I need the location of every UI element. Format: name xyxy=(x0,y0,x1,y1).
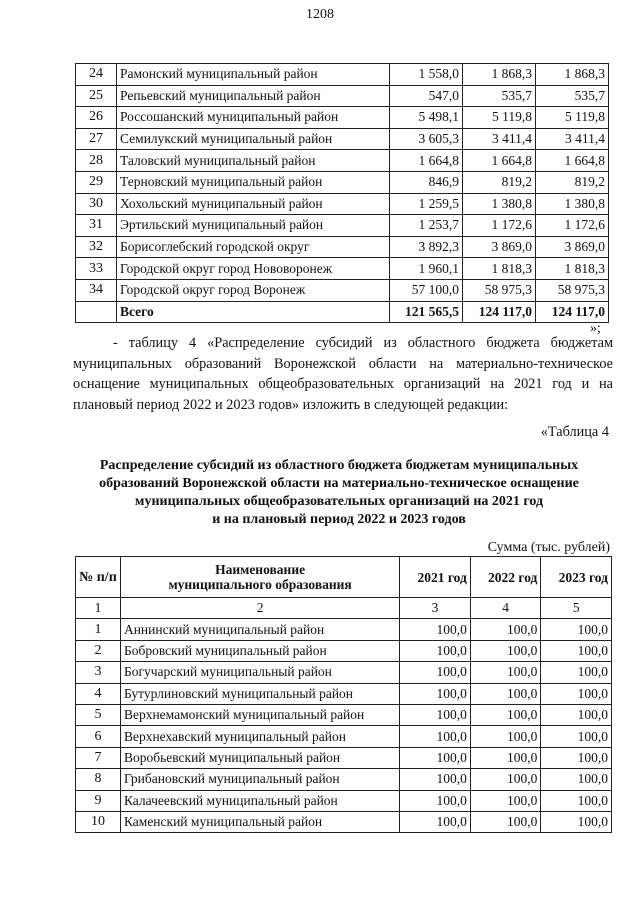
row-number: 32 xyxy=(76,236,117,258)
municipality-name: Таловский муниципальный район xyxy=(117,150,390,172)
page-number: 1208 xyxy=(306,7,334,22)
value-2021: 100,0 xyxy=(400,704,471,725)
value-2022: 100,0 xyxy=(470,683,541,704)
column-number-row xyxy=(76,598,612,619)
table-row xyxy=(76,193,609,215)
subsidy-table-4 xyxy=(75,556,612,833)
row-number: 33 xyxy=(76,258,117,280)
table-title-line: образований Воронежской области на материально-техническое оснащение xyxy=(99,476,579,491)
value-2023: 1 818,3 xyxy=(536,258,609,280)
value-2023: 100,0 xyxy=(541,726,612,747)
value-2023: 100,0 xyxy=(541,790,612,811)
value-2021: 846,9 xyxy=(390,171,463,193)
value-2023: 100,0 xyxy=(541,662,612,683)
value-2021: 100,0 xyxy=(400,619,471,640)
column-number: 1 xyxy=(76,598,121,619)
municipality-name: Каменский муниципальный район xyxy=(120,811,399,832)
value-2021: 100,0 xyxy=(400,726,471,747)
amendment-paragraph: - таблицу 4 «Распределение субсидий из областного бюджета бюджетам муниципальных образований Воронежской области на материально-техническое оснащение муниципальных общеобразовательных организаций на 2021 год и на плановый период 2022 и 2023 годов» изложить в следующей редакции: xyxy=(73,335,613,413)
row-number: 4 xyxy=(76,683,121,704)
value-2021: 1 960,1 xyxy=(390,258,463,280)
column-number: 4 xyxy=(470,598,541,619)
municipality-name: Верхнехавский муниципальный район xyxy=(120,726,399,747)
total-2022: 124 117,0 xyxy=(463,301,536,323)
table-row xyxy=(76,171,609,193)
value-2021: 100,0 xyxy=(400,747,471,768)
header-name xyxy=(120,557,399,598)
table-top-body xyxy=(76,64,609,323)
row-number: 9 xyxy=(76,790,121,811)
table-title xyxy=(65,457,613,529)
row-number: 28 xyxy=(76,150,117,172)
value-2021: 100,0 xyxy=(400,790,471,811)
total-2023: 124 117,0 xyxy=(536,301,609,323)
value-2023: 1 172,6 xyxy=(536,215,609,237)
value-2022: 100,0 xyxy=(470,662,541,683)
header-2021: 2021 год xyxy=(400,557,471,598)
row-number: 2 xyxy=(76,640,121,661)
value-2023: 3 869,0 xyxy=(536,236,609,258)
value-2021: 1 253,7 xyxy=(390,215,463,237)
value-2021: 1 259,5 xyxy=(390,193,463,215)
value-2023: 100,0 xyxy=(541,811,612,832)
value-2022: 5 119,8 xyxy=(463,107,536,129)
value-2022: 1 380,8 xyxy=(463,193,536,215)
value-2022: 100,0 xyxy=(470,790,541,811)
row-number: 26 xyxy=(76,107,117,129)
table-row xyxy=(76,215,609,237)
row-number: 29 xyxy=(76,171,117,193)
table-row xyxy=(76,619,612,640)
value-2022: 100,0 xyxy=(470,769,541,790)
row-number: 31 xyxy=(76,215,117,237)
municipality-name: Калачеевский муниципальный район xyxy=(120,790,399,811)
total-row xyxy=(76,301,609,323)
value-2021: 100,0 xyxy=(400,640,471,661)
column-number: 2 xyxy=(120,598,399,619)
row-number: 1 xyxy=(76,619,121,640)
table-row xyxy=(76,726,612,747)
value-2023: 535,7 xyxy=(536,85,609,107)
value-2022: 58 975,3 xyxy=(463,279,536,301)
municipality-name: Воробьевский муниципальный район xyxy=(120,747,399,768)
municipality-name: Бобровский муниципальный район xyxy=(120,640,399,661)
table-row xyxy=(76,769,612,790)
table-bottom-body xyxy=(76,598,612,833)
table-row xyxy=(76,640,612,661)
header-2022: 2022 год xyxy=(470,557,541,598)
column-number: 3 xyxy=(400,598,471,619)
subsidy-table-continued xyxy=(75,63,609,323)
column-number: 5 xyxy=(541,598,612,619)
value-2023: 819,2 xyxy=(536,171,609,193)
header-row xyxy=(76,557,612,598)
value-2023: 100,0 xyxy=(541,747,612,768)
value-2022: 100,0 xyxy=(470,747,541,768)
value-2022: 100,0 xyxy=(470,619,541,640)
municipality-name: Хохольский муниципальный район xyxy=(117,193,390,215)
municipality-name: Аннинский муниципальный район xyxy=(120,619,399,640)
municipality-name: Семилукский муниципальный район xyxy=(117,128,390,150)
row-number: 7 xyxy=(76,747,121,768)
value-2022: 3 411,4 xyxy=(463,128,536,150)
table-row xyxy=(76,747,612,768)
municipality-name: Городской округ город Нововоронеж xyxy=(117,258,390,280)
table-title-line: и на плановый период 2022 и 2023 годов xyxy=(212,512,466,527)
value-2023: 100,0 xyxy=(541,704,612,725)
table-row xyxy=(76,236,609,258)
value-2021: 5 498,1 xyxy=(390,107,463,129)
table-row xyxy=(76,704,612,725)
value-2022: 1 172,6 xyxy=(463,215,536,237)
value-2022: 1 818,3 xyxy=(463,258,536,280)
value-2023: 3 411,4 xyxy=(536,128,609,150)
value-2021: 3 892,3 xyxy=(390,236,463,258)
table-row xyxy=(76,662,612,683)
sum-units-note: Сумма (тыс. рублей) xyxy=(487,540,610,555)
municipality-name: Борисоглебский городской округ xyxy=(117,236,390,258)
table-label: «Таблица 4 xyxy=(540,424,609,440)
row-number: 10 xyxy=(76,811,121,832)
table-header xyxy=(76,557,612,598)
table-row xyxy=(76,150,609,172)
table-row xyxy=(76,85,609,107)
row-number: 25 xyxy=(76,85,117,107)
row-number: 8 xyxy=(76,769,121,790)
value-2023: 100,0 xyxy=(541,769,612,790)
value-2023: 100,0 xyxy=(541,640,612,661)
value-2021: 100,0 xyxy=(400,811,471,832)
value-2023: 1 380,8 xyxy=(536,193,609,215)
value-2021: 1 558,0 xyxy=(390,64,463,86)
header-num: № п/п xyxy=(76,557,121,598)
value-2022: 535,7 xyxy=(463,85,536,107)
table-row xyxy=(76,64,609,86)
row-number: 24 xyxy=(76,64,117,86)
municipality-name: Россошанский муниципальный район xyxy=(117,107,390,129)
row-number: 30 xyxy=(76,193,117,215)
municipality-name: Городской округ город Воронеж xyxy=(117,279,390,301)
table-row xyxy=(76,811,612,832)
value-2023: 5 119,8 xyxy=(536,107,609,129)
table-row xyxy=(76,258,609,280)
value-2021: 100,0 xyxy=(400,683,471,704)
value-2021: 100,0 xyxy=(400,662,471,683)
value-2021: 57 100,0 xyxy=(390,279,463,301)
total-2021: 121 565,5 xyxy=(390,301,463,323)
header-name-line1: Наименование xyxy=(215,562,306,577)
row-number: 5 xyxy=(76,704,121,725)
table-title-line: муниципальных общеобразовательных организаций на 2021 год xyxy=(134,494,544,509)
value-2022: 100,0 xyxy=(470,640,541,661)
value-2021: 1 664,8 xyxy=(390,150,463,172)
municipality-name: Терновский муниципальный район xyxy=(117,171,390,193)
value-2023: 100,0 xyxy=(541,683,612,704)
total-label: Всего xyxy=(117,301,390,323)
value-2022: 100,0 xyxy=(470,704,541,725)
value-2022: 819,2 xyxy=(463,171,536,193)
closing-quote: »; xyxy=(590,321,601,336)
table-row xyxy=(76,128,609,150)
table-title-line: Распределение субсидий из областного бюджета бюджетам муниципальных xyxy=(99,458,579,473)
row-number: 6 xyxy=(76,726,121,747)
value-2023: 1 868,3 xyxy=(536,64,609,86)
table-row xyxy=(76,279,609,301)
value-2022: 3 869,0 xyxy=(463,236,536,258)
value-2022: 1 664,8 xyxy=(463,150,536,172)
value-2022: 100,0 xyxy=(470,726,541,747)
table-row xyxy=(76,683,612,704)
value-2021: 3 605,3 xyxy=(390,128,463,150)
municipality-name: Верхнемамонский муниципальный район xyxy=(120,704,399,725)
header-2023: 2023 год xyxy=(541,557,612,598)
header-name-line2: муниципального образования xyxy=(168,577,352,592)
municipality-name: Эртильский муниципальный район xyxy=(117,215,390,237)
table-row xyxy=(76,107,609,129)
value-2022: 100,0 xyxy=(470,811,541,832)
municipality-name: Репьевский муниципальный район xyxy=(117,85,390,107)
value-2023: 1 664,8 xyxy=(536,150,609,172)
municipality-name: Богучарский муниципальный район xyxy=(120,662,399,683)
row-number: 3 xyxy=(76,662,121,683)
value-2021: 547,0 xyxy=(390,85,463,107)
row-number: 27 xyxy=(76,128,117,150)
total-num-cell xyxy=(76,301,117,323)
municipality-name: Рамонский муниципальный район xyxy=(117,64,390,86)
value-2023: 100,0 xyxy=(541,619,612,640)
value-2023: 58 975,3 xyxy=(536,279,609,301)
municipality-name: Грибановский муниципальный район xyxy=(120,769,399,790)
value-2022: 1 868,3 xyxy=(463,64,536,86)
table-row xyxy=(76,790,612,811)
value-2021: 100,0 xyxy=(400,769,471,790)
municipality-name: Бутурлиновский муниципальный район xyxy=(120,683,399,704)
row-number: 34 xyxy=(76,279,117,301)
